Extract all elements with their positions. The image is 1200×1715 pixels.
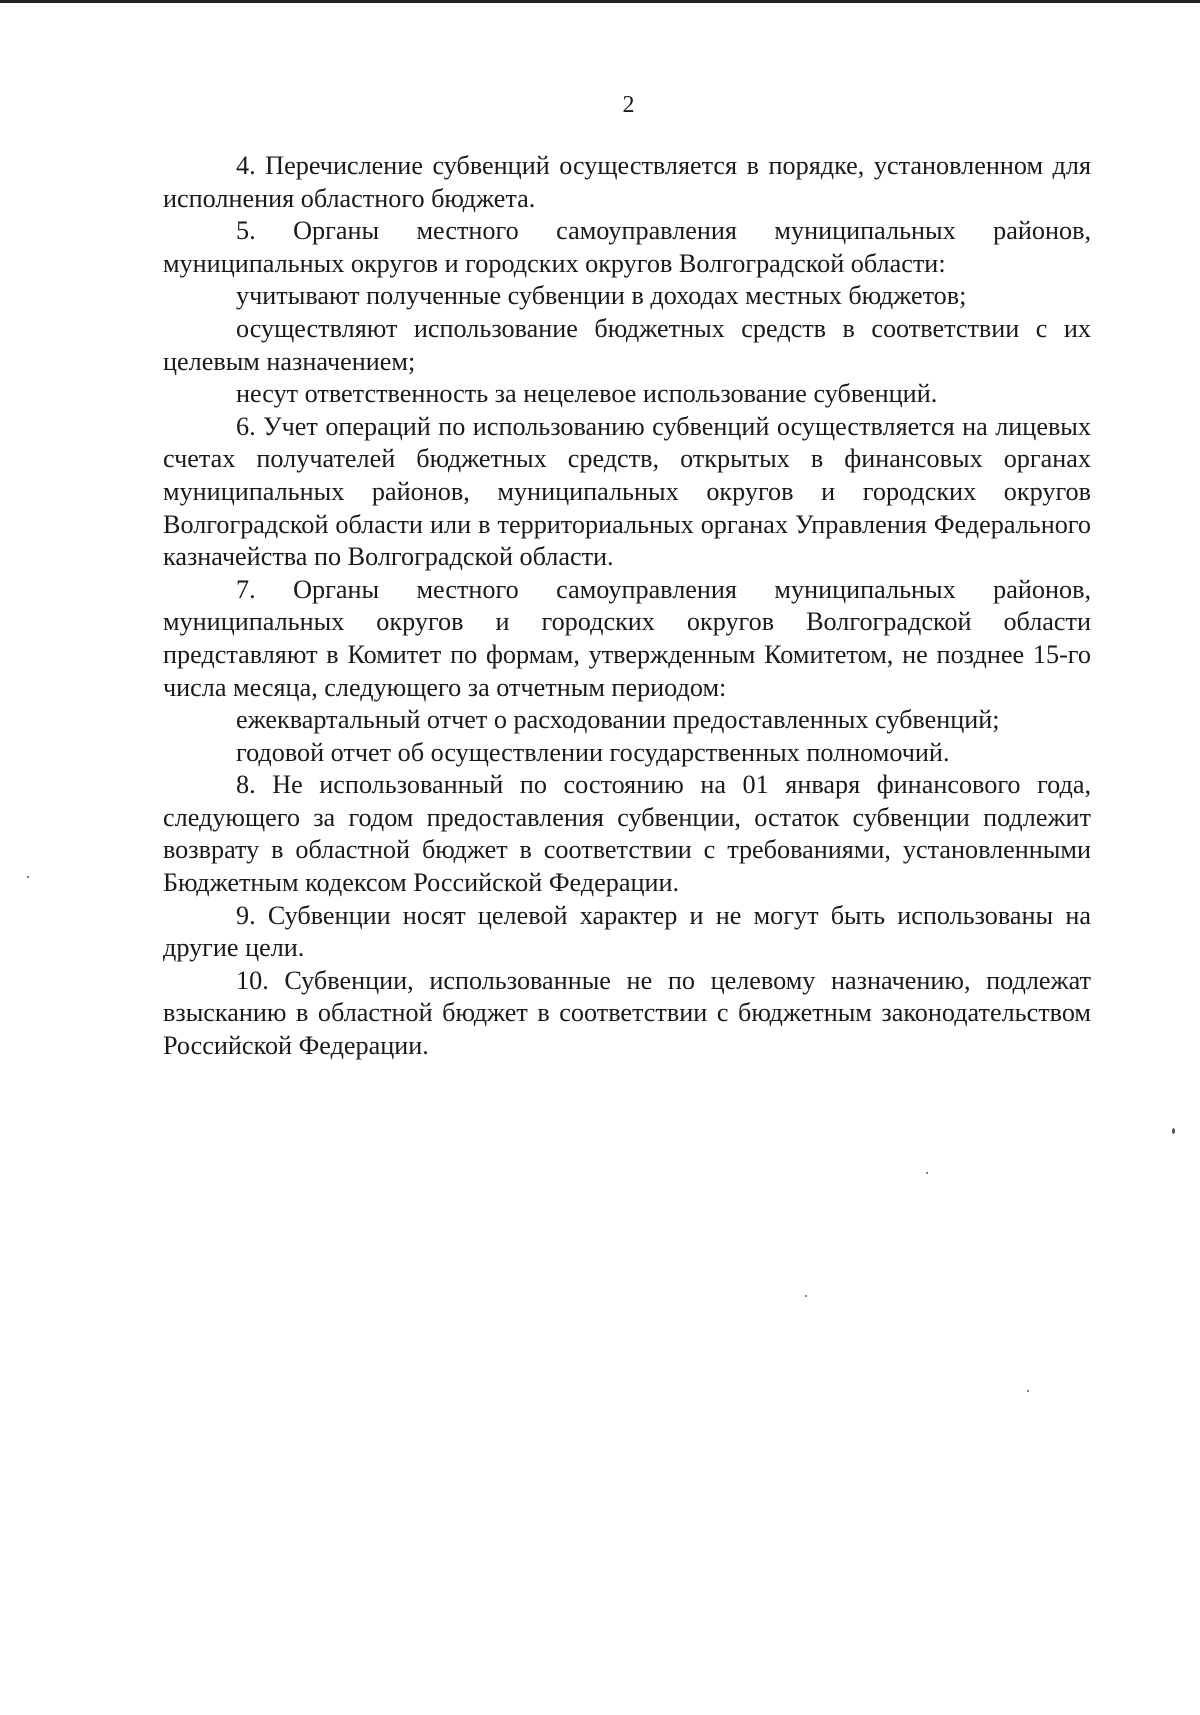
paragraph-8: 8. Не использованный по состоянию на 01 января финансового года, следующего за годом предоставления субвенции, остаток субвенции подлежит возврату в областной бюджет в соответствии с требованиями, установленными Бюджетным кодексом Российской Федерации. — [163, 770, 1091, 898]
scan-top-edge — [0, 0, 1200, 3]
scan-speck — [1027, 1390, 1029, 1392]
paragraph-6: 6. Учет операций по использованию субвенций осуществляется на лицевых счетах получателей бюджетных средств, открытых в финансовых органах муниципальных районов, муниципальных округов и городских округов Волгоградской области или в территориальных органах Управления Федерального казначейства по Волгоградской области. — [163, 411, 1091, 572]
document-body — [163, 150, 1091, 1063]
paragraph-5-item-2: осуществляют использование бюджетных средств в соответствии с их целевым назначением; — [163, 313, 1091, 376]
paragraph-4: 4. Перечисление субвенций осуществляется в порядке, установленном для исполнения областного бюджета. — [163, 151, 1091, 213]
paragraph-5: 5. Органы местного самоуправления муниципальных районов, муниципальных округов и городских округов Волгоградской области: — [163, 216, 1091, 278]
paragraph-9: 9. Субвенции носят целевой характер и не могут быть использованы на другие цели. — [163, 900, 1091, 963]
paragraph-10: 10. Субвенции, использованные не по целевому назначению, подлежат взысканию в областной бюджет в соответствии с бюджетным законодательством Российской Федерации. — [163, 965, 1091, 1061]
scan-speck — [926, 1172, 928, 1174]
paragraph-7: 7. Органы местного самоуправления муниципальных районов, муниципальных округов и городских округов Волгоградской области представляют в Комитет по формам, утвержденным Комитетом, не позднее 15-го числа месяца, следующего за отчетным периодом: — [163, 574, 1091, 702]
scan-speck — [805, 1295, 807, 1297]
scan-speck — [27, 876, 29, 878]
paragraph-5-item-1: учитывают полученные субвенции в доходах местных бюджетов; — [236, 281, 967, 311]
paragraph-7-item-2: годовой отчет об осуществлении государственных полномочий. — [236, 737, 950, 767]
paragraph-5-item-3: несут ответственность за нецелевое использование субвенций. — [236, 379, 938, 409]
scan-speck — [1172, 1128, 1175, 1134]
page-number: 2 — [622, 92, 635, 118]
paragraph-7-item-1: ежеквартальный отчет о расходовании предоставленных субвенций; — [236, 705, 1000, 735]
